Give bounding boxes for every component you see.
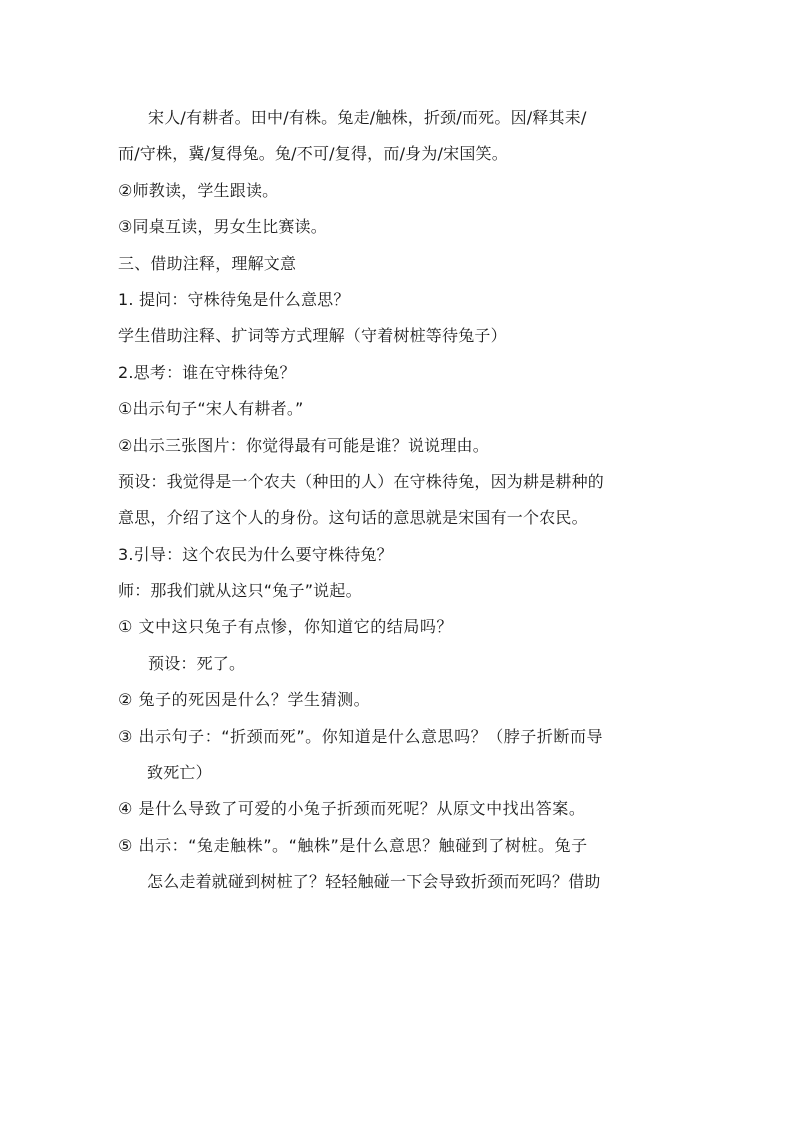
- text-line: ③ 出示句子：“折颈而死”。你知道是什么意思吗？（脖子折断而导: [118, 726, 604, 746]
- text-line: 怎么走着就碰到树桩了？轻轻触碰一下会导致折颈而死吗？借助: [147, 872, 601, 892]
- section-heading: 三、借助注释，理解文意: [118, 253, 297, 273]
- text-line: ① 文中这只兔子有点惨，你知道它的结局吗？: [118, 617, 453, 637]
- text-line: 2.思考：谁在守株待兔？: [118, 362, 296, 382]
- text-line: 致死亡）: [147, 763, 212, 783]
- text-line: ②师教读，学生跟读。: [118, 180, 279, 200]
- text-line: 预设：我觉得是一个农夫（种田的人）在守株待兔，因为耕是耕种的: [118, 471, 605, 491]
- text-line: 而/守株，冀/复得兔。兔/不可/复得，而/身为/宋国笑。: [118, 144, 508, 164]
- text-line: ②出示三张图片：你觉得最有可能是谁？说说理由。: [118, 435, 489, 455]
- text-line: ①出示句子“宋人有耕者。”: [118, 399, 304, 419]
- text-line: 宋人/有耕者。田中/有株。兔走/触株，折颈/而死。因/释其耒/: [148, 108, 587, 127]
- text-line: ② 兔子的死因是什么？学生猜测。: [118, 690, 371, 710]
- text-line: ③同桌互读，男女生比赛读。: [118, 217, 327, 237]
- text-line: 师：那我们就从这只“兔子”说起。: [118, 581, 362, 601]
- text-line: 预设：死了。: [148, 653, 246, 673]
- text-line: ⑤ 出示：“兔走触株”。“触株”是什么意思？触碰到了树桩。兔子: [118, 835, 588, 855]
- text-line: 1. 提问：守株待兔是什么意思？: [118, 289, 350, 309]
- document-body: [118, 100, 683, 901]
- text-line: 意思，介绍了这个人的身份。这句话的意思就是宋国有一个农民。: [118, 508, 588, 528]
- text-line: 学生借助注释、扩词等方式理解（守着树桩等待兔子）: [118, 326, 507, 346]
- text-line: 3.引导：这个农民为什么要守株待兔？: [118, 544, 393, 564]
- text-line: ④ 是什么导致了可爱的小兔子折颈而死呢？从原文中找出答案。: [118, 799, 586, 819]
